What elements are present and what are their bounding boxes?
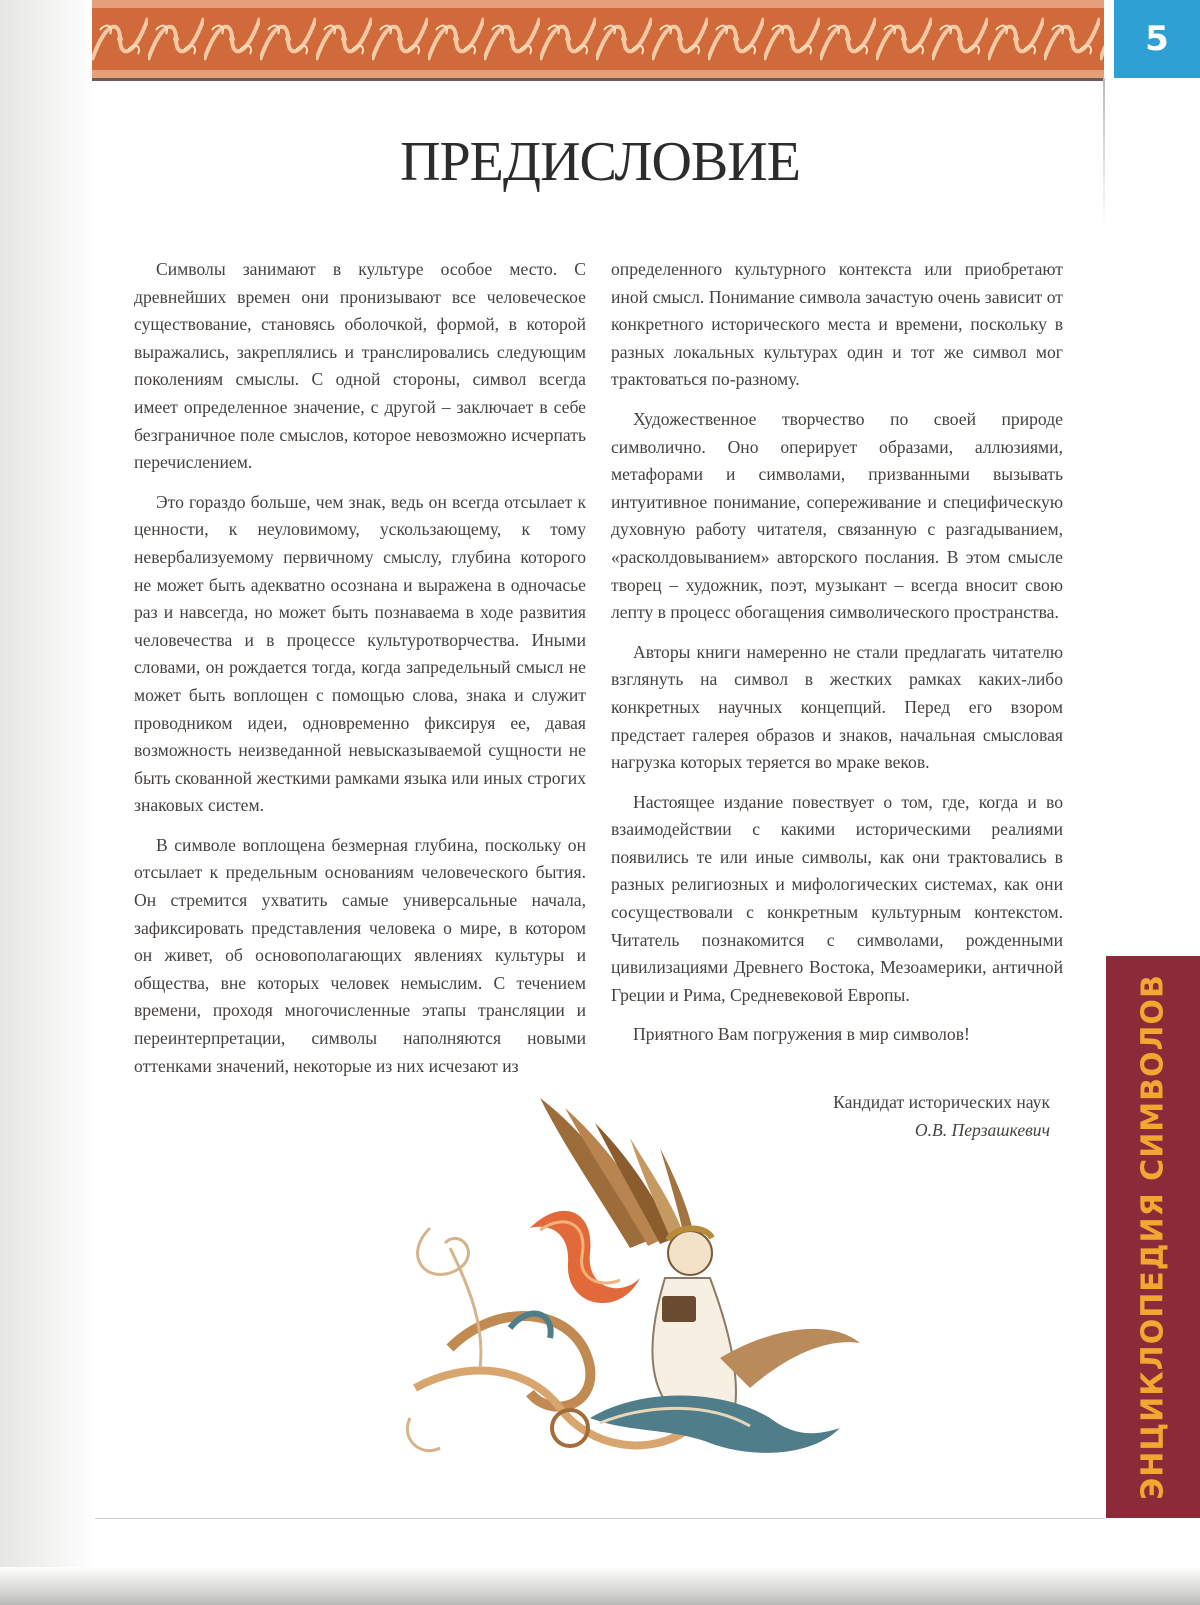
- side-tab-label: ЭНЦИКЛОПЕДИЯ СИМВОЛОВ: [1135, 974, 1171, 1500]
- page-bottom-shadow: [0, 1567, 1200, 1605]
- angel-ornament-icon: [390, 1088, 890, 1488]
- ornament-pattern-icon: [92, 0, 1104, 78]
- page-title: ПРЕДИСЛОВИЕ: [400, 131, 800, 193]
- paragraph: определенного культурного контекста или приобретают иной смысл. Понимание символа зачастую очень зависит от конкретного исторического места и времени, поскольку в разных локальных культурах один и тот же символ мог трактоваться по-разному.: [611, 259, 1063, 390]
- signature-role: Кандидат исторических наук: [833, 1092, 1050, 1112]
- paragraph: Настоящее издание повествует о том, где, когда и во взаимодействии с какими историческими реалиями появились те или иные символы, как они трактовались в разных религиозных и мифологических системах, как они сосуществовали с конкретным культурным контекстом. Читатель познакомится с символами, рожденными цивилизациями Древнего Востока, Мезоамерики, античной Греции и Рима, Средневековой Европы.: [611, 791, 1063, 1005]
- paragraph: Авторы книги намеренно не стали предлагать читателю взглянуть на символ в жестких рамках каких-либо конкретных научных концепций. Перед его взором предстает галерея образов и знаков, начальная смысловая нагрузка которых теряется во мраке веков.: [611, 641, 1063, 773]
- bottom-rule: [95, 1518, 1105, 1519]
- paragraph: Это гораздо больше, чем знак, ведь он всегда отсылает к ценности, к неуловимому, ускользающему, к тому невербализуемому первичному смыслу, глубина которого не может быть адекватно осознана и выражена в одночасье раз и навсегда, но может быть познаваема в ходе развития человечества и в процессе культуротворчества. Иными словами, он рождается тогда, когда запредельный смысл не может быть воплощен с помощью слова, знака и служит проводником идеи, одновременно фиксируя ее, давая возможность неизведанной невысказываемой сущности не быть скованной жесткими рамками языка или иных строгих знаковых систем.: [134, 491, 586, 816]
- decorative-header-band: [92, 0, 1104, 81]
- paragraph: В символе воплощена безмерная глубина, поскольку он отсылает к предельным основаниям человеческого бытия. Он стремится ухватить самые универсальные начала, зафиксировать представления человека о мире, в котором он живет, об основополагающих явлениях культуры и общества, вне которых человек немыслим. С течением времени, проходя многочисленные этапы трансляции и переинтерпретации, символы наполняются новыми оттенками значений, некоторые из них исчезают из: [134, 834, 586, 1076]
- paragraph: Символы занимают в культуре особое место. С древнейших времен они пронизывают все человеческое существование, становясь оболочкой, формой, в которой выражались, закреплялись и транслировались следующим поколениям смыслы. С одной стороны, символ всегда имеет определенное значение, с другой – заключает в себе безграничное поле смыслов, которое невозможно исчерпать перечислением.: [134, 259, 586, 473]
- page-number-tab: [1114, 0, 1200, 78]
- text-column-right: [611, 256, 1063, 1061]
- page-gutter-shadow: [0, 0, 95, 1605]
- side-section-tab: [1106, 956, 1200, 1518]
- paragraph: Художественное творчество по своей природе символично. Оно оперирует образами, аллюзиями, метафорами и символами, призванными вызывать интуитивное понимание, сопереживание и специфическую духовную работу читателя, связанную с разгадыванием, «расколдовыванием» авторского послания. В этом смысле творец – художник, поэт, музыкант – всегда вносит свою лепту в процесс обогащения символического пространства.: [611, 408, 1063, 623]
- header-gap: [1104, 0, 1114, 78]
- signature-name: О.В. Перзашкевич: [914, 1120, 1050, 1140]
- page-number: 5: [1145, 19, 1169, 59]
- paragraph: Приятного Вам погружения в мир символов!: [633, 1024, 970, 1045]
- text-column-left: [134, 256, 586, 1092]
